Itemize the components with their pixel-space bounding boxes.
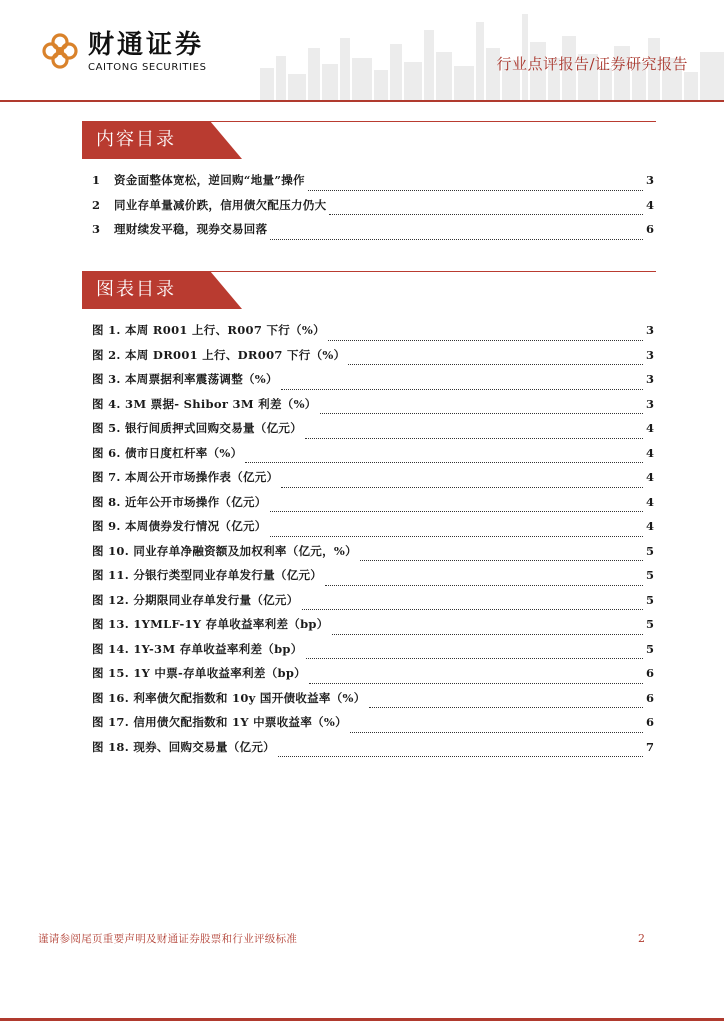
figure-entry[interactable] [92,445,654,470]
figures-heading-rule [210,271,656,272]
entry-page: 3 [645,396,654,411]
entry-label: 图 10. 同业存单净融资额及加权利率（亿元，%） [92,543,357,558]
entry-label: 图 11. 分银行类型同业存单发行量（亿元） [92,568,323,582]
entry-label: 图 6. 债市日度杠杆率（%） [92,445,243,460]
dot-leader [306,658,643,659]
footer-page-number: 2 [638,932,645,945]
entry-number: 2 [92,197,101,212]
dot-leader [320,413,643,414]
dot-leader [328,340,643,341]
contents-section-heading [82,121,656,159]
entry-label: 图 1. 本周 R001 上行、R007 下行（%） [92,323,325,337]
entry-label: 图 4. 3M 票据- Shibor 3M 利差（%） [92,396,317,411]
dot-leader [309,683,643,684]
entry-label: 图 15. 1Y 中票-存单收益率利差（bp） [92,666,306,680]
figure-entry[interactable] [92,616,654,641]
entry-label: 图 17. 信用债欠配指数和 1Y 中票收益率（%） [92,715,347,729]
brand-name-cn: 财通证券 [88,30,205,60]
entry-label: 图 12. 分期限同业存单发行量（亿元） [92,592,299,607]
figure-entry[interactable] [92,518,654,543]
entry-page: 6 [645,715,654,729]
entry-label: 图 9. 本周债券发行情况（亿元） [92,519,267,533]
entry-label: 图 3. 本周票据利率震荡调整（%） [92,372,278,386]
contents-entry[interactable] [92,197,654,222]
dot-leader [245,462,643,463]
entry-label: 资金面整体宽松，逆回购“地量”操作 [114,173,305,187]
figures-section-heading [82,271,656,309]
dot-leader [350,732,643,733]
entry-label: 同业存单量减价跌，信用债欠配压力仍大 [114,197,327,212]
contents-entry[interactable] [92,221,654,246]
entry-label: 图 14. 1Y-3M 存单收益率利差（bp） [92,641,303,656]
entry-page: 4 [645,421,654,435]
entry-label: 图 13. 1YMLF-1Y 存单收益率利差（bp） [92,617,329,631]
dot-leader [305,438,643,439]
footer-disclaimer: 谨请参阅尾页重要声明及财通证券股票和行业评级标准 [38,933,298,945]
entry-label: 图 16. 利率债欠配指数和 10y 国开债收益率（%） [92,690,366,705]
entry-page: 3 [645,173,654,187]
figure-entry[interactable] [92,420,654,445]
dot-leader [360,560,643,561]
dot-leader [278,756,643,757]
entry-page: 4 [645,519,654,533]
entry-page: 4 [645,470,654,484]
contents-list [92,172,654,246]
header-divider [0,100,724,102]
entry-number: 3 [92,222,101,236]
entry-page: 4 [645,494,654,509]
figure-entry[interactable] [92,739,654,764]
entry-page: 3 [645,323,654,337]
caitong-logo-icon [40,31,80,71]
dot-leader [325,585,643,586]
dot-leader [270,239,643,240]
entry-page: 3 [645,347,654,362]
dot-leader [281,487,643,488]
figure-entry[interactable] [92,469,654,494]
dot-leader [332,634,643,635]
dot-leader [270,511,643,512]
figure-entry[interactable] [92,494,654,519]
contents-title: 内容目录 [96,129,176,150]
dot-leader [302,609,643,610]
entry-label: 图 7. 本周公开市场操作表（亿元） [92,470,279,484]
figure-entry[interactable] [92,371,654,396]
entry-page: 6 [645,666,654,680]
entry-page: 5 [645,617,654,631]
dot-leader [369,707,643,708]
dot-leader [270,536,643,537]
figures-list [92,322,654,763]
entry-page: 3 [645,372,654,386]
entry-page: 5 [645,568,654,582]
figure-entry[interactable] [92,347,654,372]
entry-page: 6 [645,690,654,705]
entry-number: 1 [92,173,101,187]
entry-page: 4 [645,445,654,460]
entry-label: 图 8. 近年公开市场操作（亿元） [92,494,267,509]
figure-entry[interactable] [92,665,654,690]
figure-entry[interactable] [92,714,654,739]
brand-name-en: CAITONG SECURITIES [88,62,207,73]
figure-entry[interactable] [92,396,654,421]
dot-leader [348,364,643,365]
figure-entry[interactable] [92,322,654,347]
entry-page: 7 [645,739,654,754]
figures-title: 图表目录 [96,279,176,300]
entry-label: 理财续发平稳，现券交易回落 [114,222,268,236]
entry-label: 图 2. 本周 DR001 上行、DR007 下行（%） [92,347,346,362]
figure-entry[interactable] [92,641,654,666]
entry-label: 图 18. 现券、回购交易量（亿元） [92,739,275,754]
report-type-label: 行业点评报告/证券研究报告 [496,55,688,73]
entry-page: 5 [645,592,654,607]
footer-divider [0,1018,724,1021]
entry-page: 5 [645,543,654,558]
figure-entry[interactable] [92,567,654,592]
page-header [0,0,724,104]
figure-entry[interactable] [92,592,654,617]
entry-page: 6 [645,222,654,236]
figure-entry[interactable] [92,690,654,715]
figure-entry[interactable] [92,543,654,568]
dot-leader [329,214,643,215]
entry-page: 4 [645,197,654,212]
dot-leader [281,389,643,390]
dot-leader [308,190,643,191]
contents-heading-rule [210,121,656,122]
entry-label: 图 5. 银行间质押式回购交易量（亿元） [92,421,303,435]
entry-page: 5 [645,641,654,656]
contents-entry[interactable] [92,172,654,197]
